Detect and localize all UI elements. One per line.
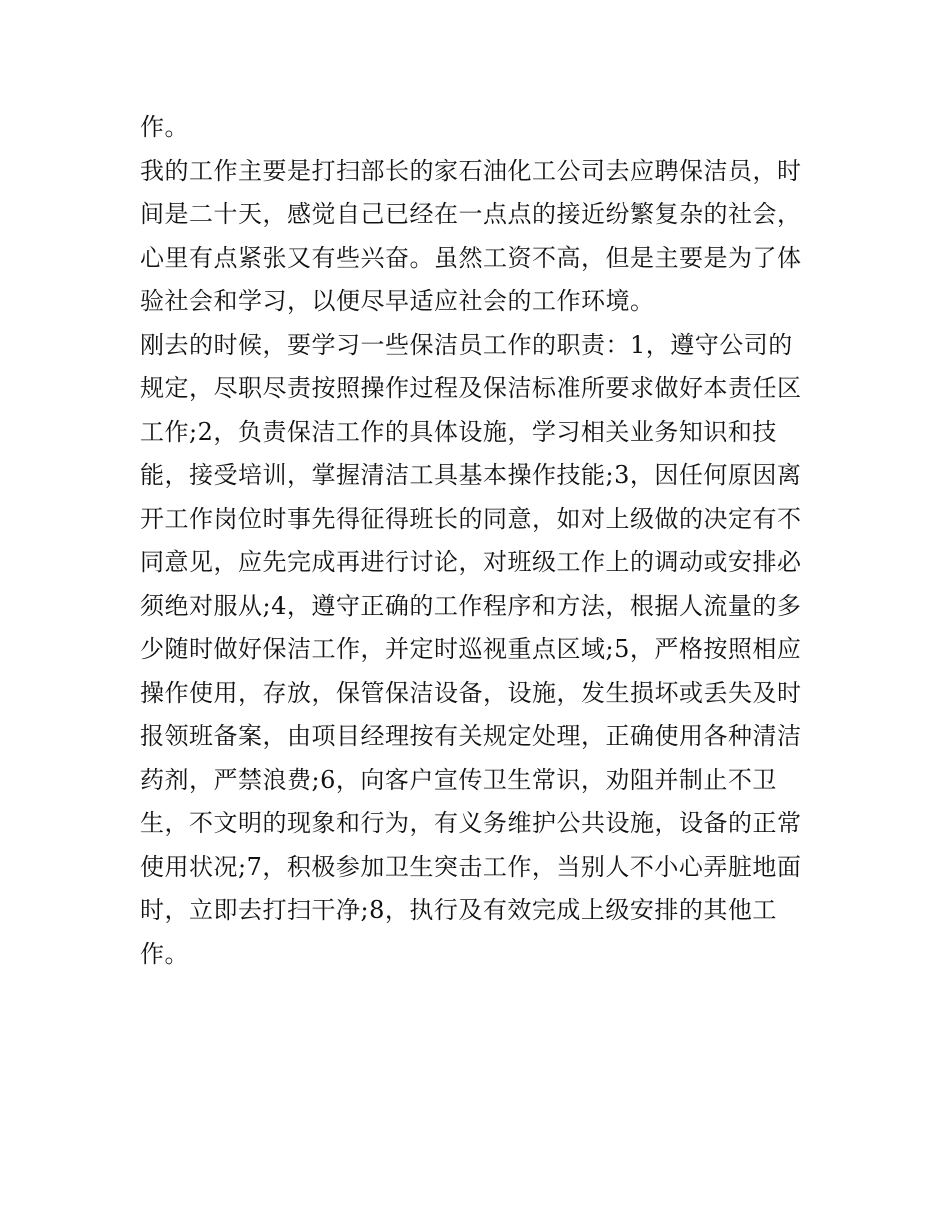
text-line: 使用状况;7，积极参加卫生突击工作，当别人不小心弄脏地面 — [140, 852, 802, 881]
text-line: 能，接受培训，掌握清洁工具基本操作技能;3，因任何原因离 — [140, 461, 802, 489]
text-line: 生，不文明的现象和行为，有义务维护公共设施，设备的正常 — [140, 809, 802, 837]
text-line: 心里有点紧张又有些兴奋。虽然工资不高，但是主要是为了体 — [140, 243, 802, 272]
text-line: 报领班备案，由项目经理按有关规定处理，正确使用各种清洁 — [140, 722, 802, 750]
text-line: 少随时做好保洁工作，并定时巡视重点区域;5，严格按照相应 — [140, 635, 802, 663]
text-line: 药剂，严禁浪费;6，向客户宣传卫生常识，劝阻并制止不卫 — [140, 765, 777, 794]
text-line: 间是二十天，感觉自己已经在一点点的接近纷繁复杂的社会， — [140, 200, 802, 228]
text-line: 规定，尽职尽责按照操作过程及保洁标准所要求做好本责任区 — [140, 374, 802, 402]
document-body — [140, 106, 820, 976]
text-line: 时，立即去打扫干净;8，执行及有效完成上级安排的其他工 — [140, 896, 777, 924]
text-line: 作。 — [140, 113, 189, 141]
text-line: 作。 — [140, 939, 189, 968]
text-line: 工作;2，负责保洁工作的具体设施，学习相关业务知识和技 — [140, 417, 777, 446]
text-line: 须绝对服从;4，遵守正确的工作程序和方法，根据人流量的多 — [140, 591, 802, 620]
text-line: 开工作岗位时事先得征得班长的同意，如对上级做的决定有不 — [140, 504, 802, 533]
text-line: 刚去的时候，要学习一些保洁员工作的职责：1，遵守公司的 — [140, 330, 793, 359]
text-line: 同意见，应先完成再进行讨论，对班级工作上的调动或安排必 — [140, 548, 802, 576]
text-line: 验社会和学习，以便尽早适应社会的工作环境。 — [140, 287, 655, 315]
text-line: 我的工作主要是打扫部长的家石油化工公司去应聘保洁员，时 — [140, 156, 802, 185]
text-line: 操作使用，存放，保管保洁设备，设施，发生损坏或丢失及时 — [140, 678, 802, 707]
